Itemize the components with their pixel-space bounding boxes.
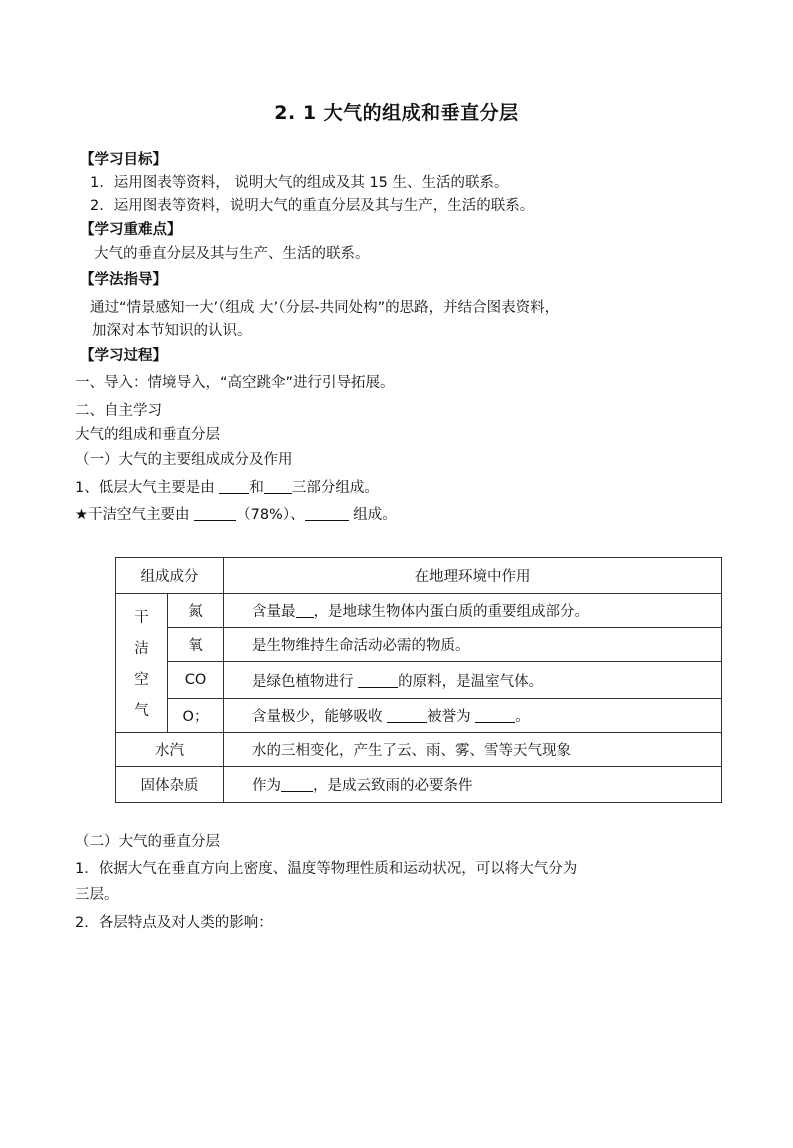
- composition-table: [115, 557, 722, 803]
- section-2-heading: （二）大气的垂直分层: [75, 834, 220, 850]
- question-1-text-b: 和: [249, 480, 264, 496]
- row-desc-water-vapor: 水的三相变化，产生了云、雨、雾、雪等天气现象: [224, 733, 722, 767]
- self-study-heading: 二、自主学习: [75, 403, 162, 419]
- question-2-text-c: 组成。: [348, 507, 397, 523]
- answer-blank[interactable]: [358, 673, 398, 688]
- answer-blank[interactable]: [475, 708, 515, 723]
- page-title: 2. 1 大气的组成和垂直分层: [274, 102, 519, 124]
- row-name-nitrogen: 氮: [168, 594, 224, 628]
- goals-heading: 【学习目标】: [80, 152, 167, 168]
- method-line-2: 加深对本节知识的认识。: [92, 323, 252, 339]
- row-desc-nitrogen: [224, 594, 722, 628]
- row-desc-solid-impurities: [224, 767, 722, 803]
- goal-item-2: 2．运用图表等资料，说明大气的重直分层及其与生产，生活的联系。: [90, 198, 535, 214]
- question-1: [75, 478, 379, 498]
- desc-text: 是绿色植物进行: [252, 673, 359, 690]
- row-desc-oxygen: [224, 628, 722, 662]
- key-heading: 【学习重难点】: [80, 222, 182, 238]
- row-name-oxygen: 氧: [168, 628, 224, 662]
- desc-text: 是生物维持生命活动必需的物质。: [252, 638, 470, 654]
- group-char: 干: [134, 610, 149, 626]
- process-heading: 【学习过程】: [80, 348, 167, 364]
- desc-text: 。: [515, 709, 530, 725]
- desc-text: ，是地球生物体内蛋白质的重要组成部分。: [313, 604, 589, 620]
- group-char: 空: [134, 672, 149, 688]
- vertical-item-1-line-1: 1．依据大气在垂直方向上密度、温度等物理性质和运动状况，可以将大气分为: [75, 861, 578, 877]
- dry-air-group-label: [116, 594, 168, 733]
- desc-text: ，是成云致雨的必要条件: [313, 778, 473, 794]
- desc-text: 被誉为: [427, 709, 476, 725]
- answer-blank[interactable]: [305, 506, 349, 521]
- section-1-heading: （一）大气的主要组成成分及作用: [75, 452, 293, 468]
- answer-blank[interactable]: [219, 479, 249, 494]
- question-2-text-a: ★干洁空气主要由: [75, 507, 195, 523]
- row-name-solid-impurities: 固体杂质: [116, 767, 224, 803]
- topic-line: 大气的组成和垂直分层: [75, 427, 220, 443]
- answer-blank[interactable]: [296, 603, 314, 618]
- row-name-water-vapor: 水汽: [116, 733, 224, 767]
- row-desc-ozone: [224, 699, 722, 733]
- question-1-text-a: 1、低层大气主要是由: [75, 480, 220, 496]
- method-line-1: 通过“情景感知一大’（组成 大’（分层-共同处构”的思路，并结合图表资料，: [90, 300, 560, 316]
- header-role: 在地理环境中作用: [224, 558, 722, 594]
- row-name-ozone: O；: [168, 699, 224, 733]
- row-desc-co2: [224, 662, 722, 699]
- desc-text: 作为: [252, 778, 281, 794]
- intro-line: 一、导入：情境导入，“高空跳伞”进行引导拓展。: [75, 375, 395, 391]
- question-2-text-b: （78%）、: [236, 507, 305, 523]
- answer-blank[interactable]: [387, 708, 427, 723]
- question-1-text-c: 三部分组成。: [291, 480, 379, 496]
- group-char: 气: [134, 703, 149, 719]
- group-char: 洁: [134, 641, 149, 657]
- vertical-item-1-line-2: 三层。: [75, 887, 119, 903]
- desc-text: 含量极少，能够吸收: [252, 709, 388, 725]
- goal-item-1: 1．运用图表等资料， 说明大气的组成及其 15 生、生活的联系。: [90, 175, 509, 191]
- answer-blank[interactable]: [281, 777, 313, 792]
- key-text: 大气的垂直分层及其与生产、生活的联系。: [94, 246, 370, 262]
- answer-blank[interactable]: [194, 506, 236, 521]
- desc-text: 的原料，是温室气体。: [398, 673, 544, 690]
- method-heading: 【学法指导】: [80, 272, 167, 288]
- answer-blank[interactable]: [264, 479, 292, 494]
- vertical-item-2: 2．各层特点及对人类的影响：: [75, 915, 273, 931]
- question-2: [75, 505, 397, 525]
- header-component: 组成成分: [116, 558, 224, 594]
- row-name-co2: CO: [168, 662, 224, 699]
- desc-text: 含量最: [252, 604, 296, 620]
